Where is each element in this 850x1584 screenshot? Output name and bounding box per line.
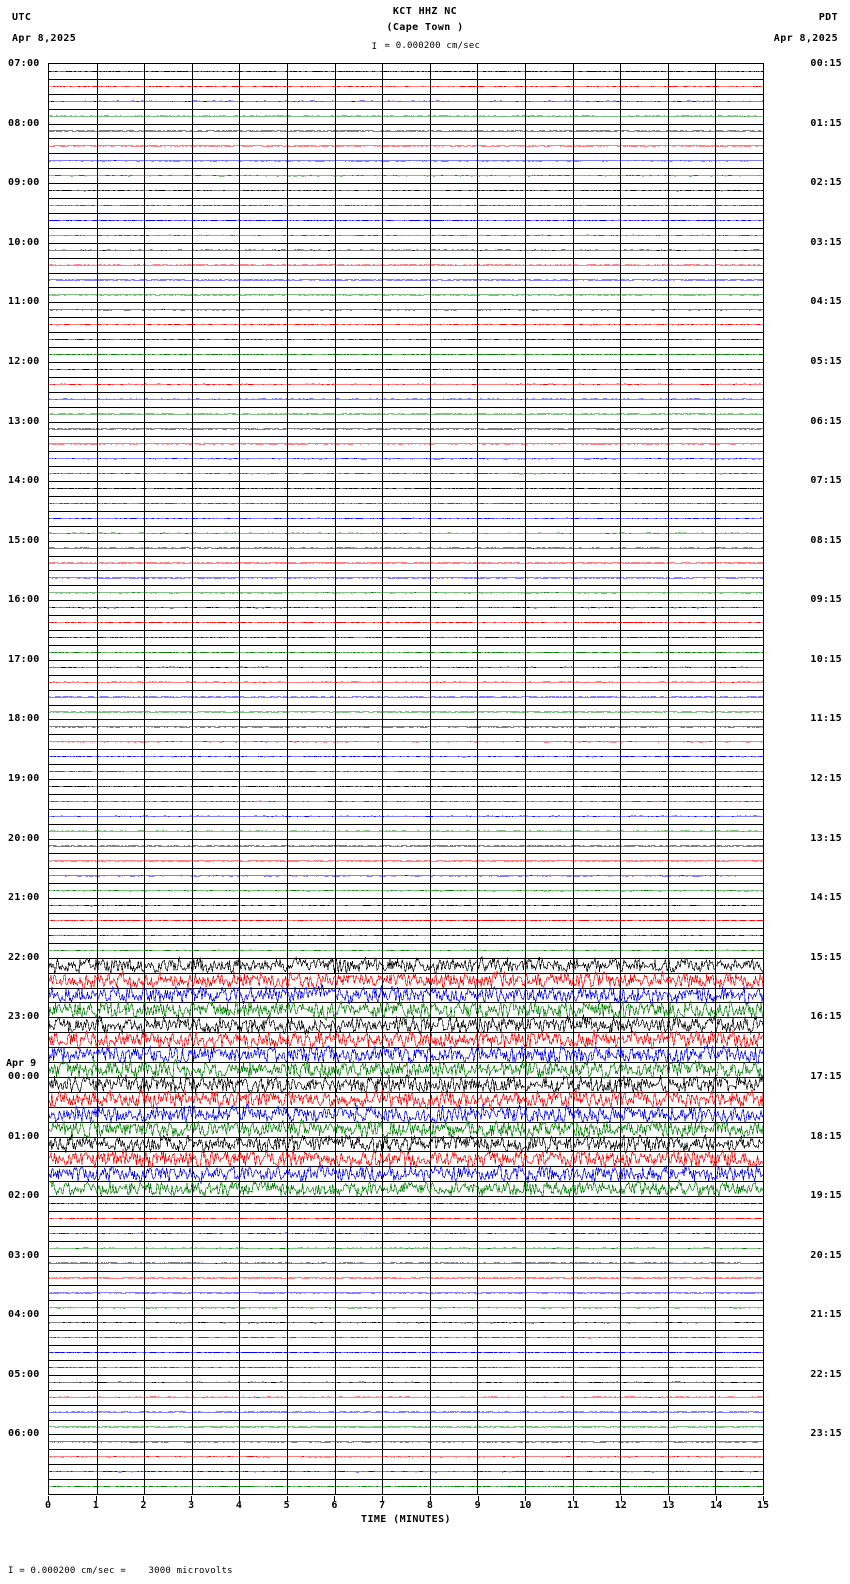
pdt-time-label: 09:15	[810, 594, 842, 606]
pdt-time-label: 18:15	[810, 1130, 842, 1142]
utc-time-label: 10:00	[8, 236, 40, 248]
pdt-time-label: 00:15	[810, 58, 842, 69]
utc-time-label: 20:00	[8, 832, 40, 844]
x-axis-tick-label: 9	[474, 1500, 481, 1511]
utc-time-label: 06:00	[8, 1428, 40, 1440]
utc-time-label: 12:00	[8, 355, 40, 367]
x-axis-tick-label: 6	[331, 1500, 338, 1511]
pdt-date-label: Apr 8,2025	[773, 33, 838, 44]
daybreak-date-label: Apr 9	[6, 1057, 37, 1069]
utc-time-label: 00:00	[8, 1070, 40, 1082]
pdt-time-label: 10:15	[810, 653, 842, 665]
pdt-time-label: 21:15	[810, 1309, 842, 1321]
footer-scale-note	[8, 1566, 233, 1576]
utc-time-label: 09:00	[8, 177, 40, 189]
scale-bar-icon: I	[371, 42, 378, 52]
pdt-time-label: 01:15	[810, 117, 842, 129]
x-axis-tick-label: 4	[235, 1500, 242, 1511]
x-axis-tick-label: 15	[756, 1500, 770, 1511]
x-axis-tick-label: 10	[519, 1500, 532, 1511]
pdt-time-label: 07:15	[810, 475, 842, 487]
x-axis-ticks	[44, 1496, 770, 1511]
x-axis-tick-label: 8	[426, 1500, 433, 1511]
pdt-time-label: 22:15	[810, 1368, 842, 1380]
scale-annotation-text: = 0.000200 cm/sec	[384, 41, 481, 51]
pdt-time-label: 08:15	[810, 534, 842, 546]
utc-time-label: 04:00	[8, 1309, 40, 1321]
pdt-time-label: 19:15	[810, 1190, 842, 1202]
utc-time-label: 02:00	[8, 1190, 40, 1202]
utc-timezone-label: UTC	[12, 12, 32, 23]
pdt-time-label: 14:15	[810, 892, 842, 904]
pdt-time-label: 13:15	[810, 832, 842, 844]
pdt-time-label: 20:15	[810, 1249, 842, 1261]
x-axis-tick-label: 11	[567, 1500, 580, 1511]
footer-scale-text: = 0.000200 cm/sec = 3000 microvolts	[19, 1566, 233, 1576]
helicorder-plot	[48, 63, 764, 1495]
utc-time-label: 18:00	[8, 713, 40, 725]
utc-time-label: 11:00	[8, 296, 40, 308]
utc-time-label: 05:00	[8, 1368, 40, 1380]
pdt-time-label: 12:15	[810, 773, 842, 784]
pdt-time-label: 11:15	[810, 713, 842, 725]
utc-time-label: 23:00	[8, 1011, 40, 1023]
pdt-time-label: 03:15	[810, 236, 842, 248]
pdt-time-label: 17:15	[810, 1070, 842, 1082]
utc-time-label: 08:00	[8, 117, 40, 129]
utc-time-label: 07:00	[8, 58, 40, 69]
station-title: KCT HHZ NC	[392, 6, 458, 17]
utc-time-label: 19:00	[8, 773, 40, 784]
utc-time-label: 21:00	[8, 892, 40, 904]
x-axis-tick-label: 12	[614, 1500, 627, 1511]
footer-scale-icon: I	[8, 1566, 14, 1576]
x-axis-tick-label: 7	[379, 1500, 386, 1511]
pdt-time-label: 02:15	[810, 177, 842, 189]
x-axis-tick-label: 1	[92, 1500, 99, 1511]
pdt-time-label: 06:15	[810, 415, 842, 427]
x-axis-tick-label: 0	[44, 1500, 52, 1511]
pdt-timezone-label: PDT	[818, 12, 838, 23]
x-axis-tick-label: 5	[283, 1500, 290, 1511]
pdt-time-label: 16:15	[810, 1011, 842, 1023]
utc-time-label: 17:00	[8, 653, 40, 665]
pdt-time-label: 04:15	[810, 296, 842, 308]
utc-time-label: 22:00	[8, 951, 40, 963]
station-subtitle: (Cape Town )	[386, 22, 464, 33]
x-axis-tick-label: 14	[710, 1500, 723, 1511]
scale-annotation	[0, 41, 850, 51]
utc-date-label: Apr 8,2025	[12, 33, 77, 44]
x-axis-tick-label: 3	[188, 1500, 195, 1511]
utc-time-label: 14:00	[8, 475, 40, 487]
x-axis-title: TIME (MINUTES)	[361, 1514, 451, 1525]
utc-time-label: 16:00	[8, 594, 40, 606]
pdt-time-label: 05:15	[810, 355, 842, 367]
utc-time-label: 15:00	[8, 534, 40, 546]
utc-time-label: 13:00	[8, 415, 40, 427]
pdt-time-label: 15:15	[810, 951, 842, 963]
utc-time-label: 03:00	[8, 1249, 40, 1261]
x-axis-tick-label: 13	[662, 1500, 675, 1511]
pdt-time-label: 23:15	[810, 1428, 842, 1440]
utc-time-label: 01:00	[8, 1130, 40, 1142]
x-axis-tick-label: 2	[140, 1500, 147, 1511]
